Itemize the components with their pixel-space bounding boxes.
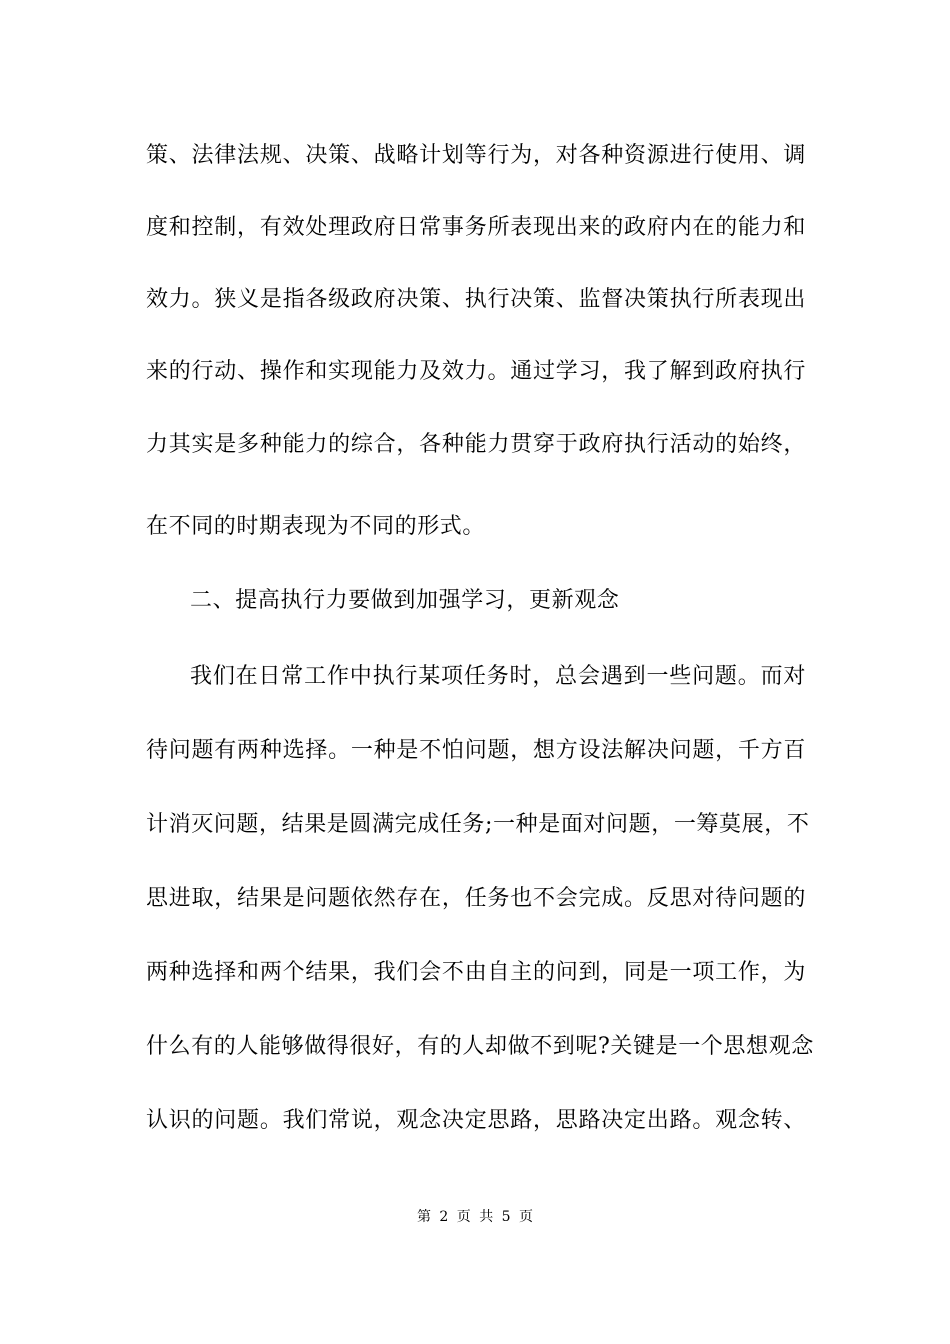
body-text-line: 我们在日常工作中执行某项任务时，总会遇到一些问题。而对 (190, 664, 806, 689)
body-text-line: 力其实是多种能力的综合，各种能力贯穿于政府执行活动的始终， (146, 432, 806, 457)
body-text-line: 计消灭问题，结果是圆满完成任务;一种是面对问题，一筹莫展，不 (146, 812, 810, 837)
footer-total-pages: 5 (501, 1209, 511, 1225)
footer-page-prefix: 第 (416, 1209, 431, 1225)
section-heading: 二、提高执行力要做到加强学习，更新观念 (190, 588, 620, 613)
footer-total-prefix: 共 (479, 1209, 494, 1225)
body-text-line: 度和控制，有效处理政府日常事务所表现出来的政府内在的能力和 (146, 215, 806, 240)
footer-current-page: 2 (439, 1209, 449, 1225)
body-text-line: 认识的问题。我们常说，观念决定思路，思路决定出路。观念转、 (146, 1108, 806, 1133)
footer-page-word: 页 (456, 1209, 471, 1225)
body-text-line: 策、法律法规、决策、战略计划等行为，对各种资源进行使用、调 (146, 143, 806, 168)
body-text-line: 待问题有两种选择。一种是不怕问题，想方设法解决问题，千方百 (146, 738, 806, 763)
body-text-line: 来的行动、操作和实现能力及效力。通过学习，我了解到政府执行 (146, 359, 806, 384)
page-footer (0, 1207, 950, 1227)
body-text-line: 在不同的时期表现为不同的形式。 (146, 514, 486, 539)
body-text-line: 两种选择和两个结果，我们会不由自主的问到，同是一项工作，为 (146, 960, 806, 985)
body-text-line: 效力。狭义是指各级政府决策、执行决策、监督决策执行所表现出 (146, 287, 806, 312)
footer-total-suffix: 页 (519, 1209, 534, 1225)
body-text-line: 思进取，结果是问题依然存在，任务也不会完成。反思对待问题的 (146, 886, 806, 911)
body-text-line: 什么有的人能够做得很好，有的人却做不到呢?关键是一个思想观念 (146, 1034, 814, 1059)
